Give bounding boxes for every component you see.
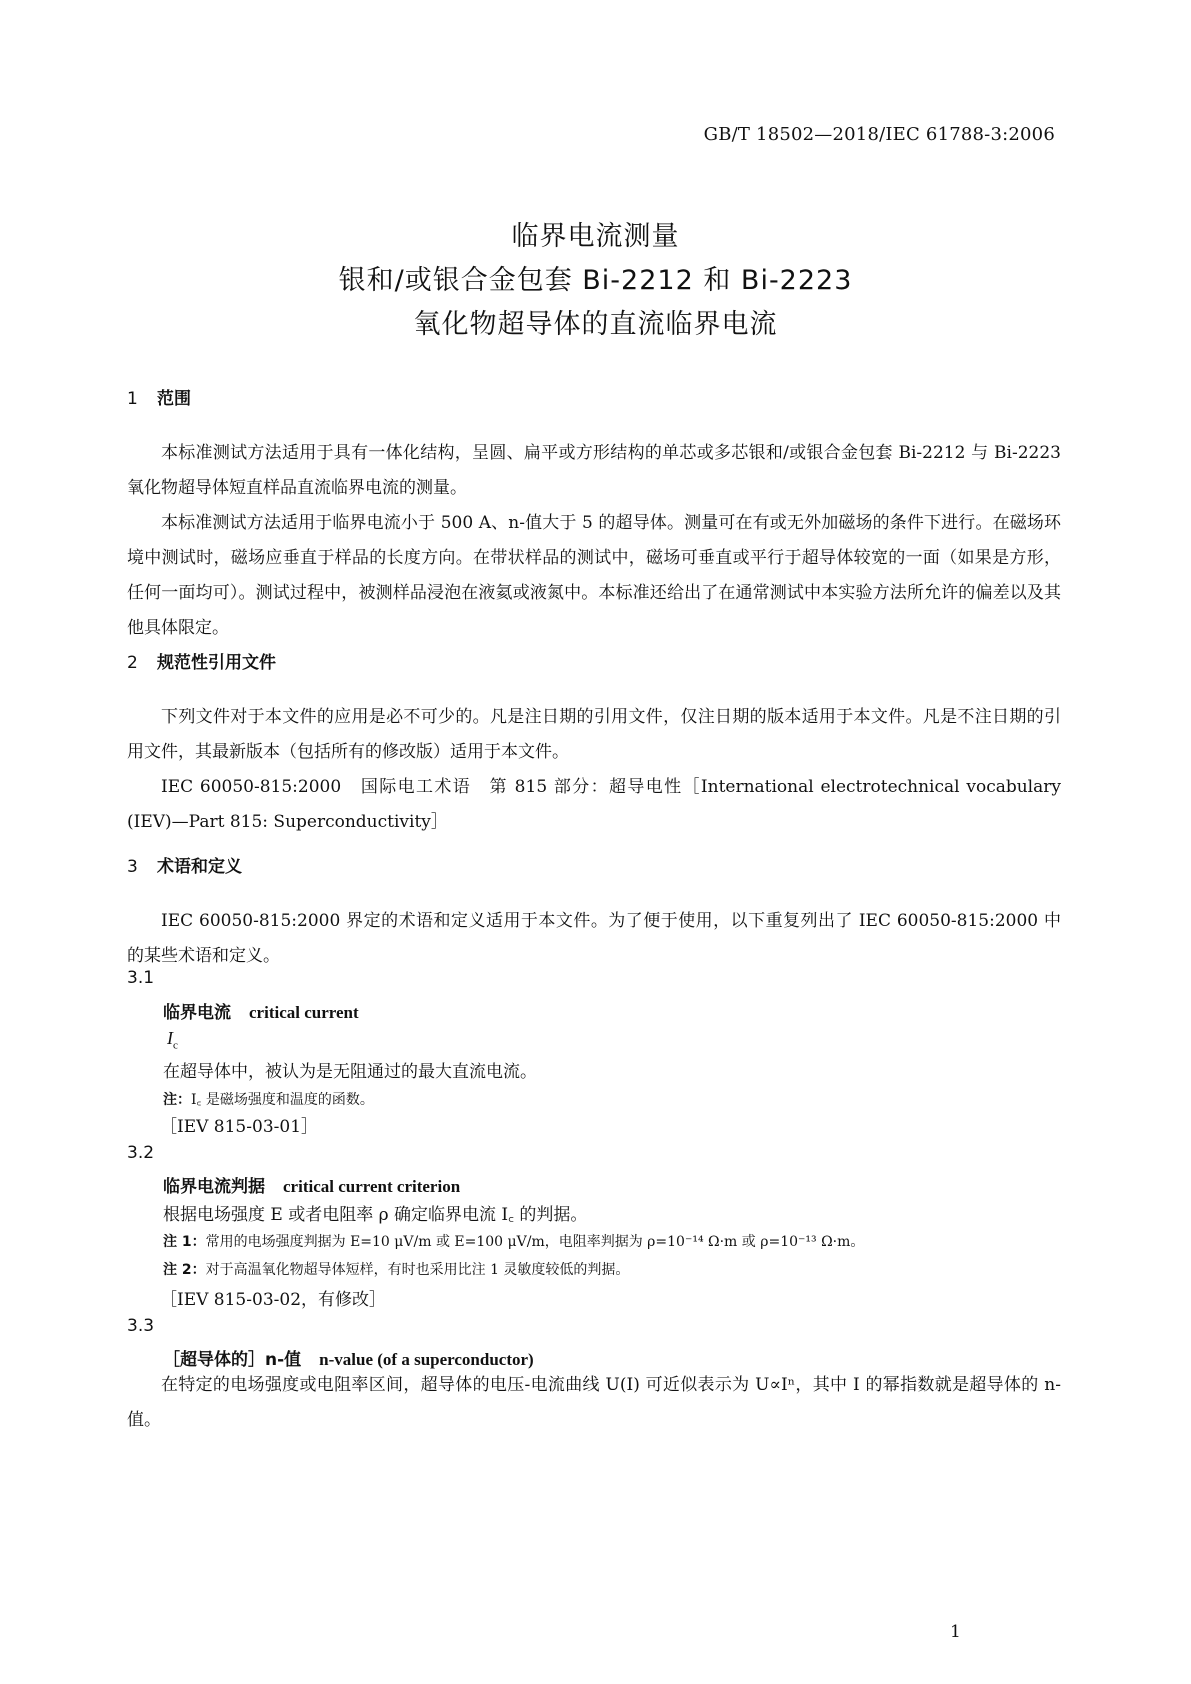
source-iev-815-03-01: ［IEV 815-03-01］ xyxy=(160,1117,319,1137)
definition-n-value: 在特定的电场强度或电阻率区间，超导体的电压-电流曲线 U(I) 可近似表示为 U∝Iⁿ，其中 I 的幂指数就是超导体的 n-值。 xyxy=(127,1375,1061,1430)
term-critical-current xyxy=(163,998,359,1023)
note-1-criterion: 注 1：常用的电场强度判据为 E=10 μV/m 或 E=100 μV/m，电阻率判据为 ρ=10⁻¹⁴ Ω·m 或 ρ=10⁻¹³ Ω·m。 xyxy=(163,1234,865,1250)
term-en: critical current criterion xyxy=(283,1177,461,1196)
clause-3-1-number: 3.1 xyxy=(127,968,155,988)
note-critical-current: 注：I꜀ 是磁场强度和温度的函数。 xyxy=(163,1092,374,1108)
term-zh: 临界电流判据 xyxy=(163,1177,265,1197)
source-iev-815-03-02: ［IEV 815-03-02，有修改］ xyxy=(160,1290,387,1310)
term-zh: ［超导体的］n-值 xyxy=(163,1350,302,1370)
section-3-heading xyxy=(127,852,242,877)
scope-paragraph-1: 本标准测试方法适用于具有一体化结构，呈圆、扁平或方形结构的单芯或多芯银和/或银合金包套 Bi-2212 与 Bi-2223 氧化物超导体短直样品直流临界电流的测量。 xyxy=(127,443,1061,498)
term-critical-current-criterion xyxy=(163,1172,460,1197)
term-zh: 临界电流 xyxy=(163,1003,231,1023)
section-number: 2 xyxy=(127,653,138,673)
definition-criterion: 根据电场强度 E 或者电阻率 ρ 确定临界电流 I꜀ 的判据。 xyxy=(163,1205,588,1225)
clause-3-2-number: 3.2 xyxy=(127,1143,155,1163)
section-2-heading xyxy=(127,648,276,673)
term-en: critical current xyxy=(249,1003,359,1022)
term-en: n-value (of a superconductor) xyxy=(319,1350,534,1369)
section-number: 3 xyxy=(127,857,138,877)
title-line-2: 银和/或银合金包套 Bi-2212 和 Bi-2223 xyxy=(338,265,853,296)
section-title: 范围 xyxy=(157,389,191,409)
term-symbol-ic: $I_c$ xyxy=(167,1028,178,1052)
clause-3-3-number: 3.3 xyxy=(127,1316,155,1336)
term-n-value xyxy=(163,1345,534,1370)
definition-critical-current: 在超导体中，被认为是无阻通过的最大直流电流。 xyxy=(163,1062,537,1082)
section-number: 1 xyxy=(127,389,138,409)
document-code-header: GB/T 18502—2018/IEC 61788-3:2006 xyxy=(703,124,1055,145)
title-line-1: 临界电流测量 xyxy=(511,221,680,252)
section-title: 规范性引用文件 xyxy=(157,653,276,673)
normative-paragraph: 下列文件对于本文件的应用是必不可少的。凡是注日期的引用文件，仅注日期的版本适用于本文件。凡是不注日期的引用文件，其最新版本（包括所有的修改版）适用于本文件。 xyxy=(127,707,1061,762)
section-1-heading xyxy=(127,384,191,409)
section-title: 术语和定义 xyxy=(157,857,242,877)
page-number: 1 xyxy=(950,1622,961,1642)
scope-paragraph-2: 本标准测试方法适用于临界电流小于 500 A、n-值大于 5 的超导体。测量可在有或无外加磁场的条件下进行。在磁场环境中测试时，磁场应垂直于样品的长度方向。在带状样品的测试中，磁场可垂直或平行于超导体较宽的一面（如果是方形，任何一面均可）。测试过程中，被测样品浸泡在液氦或液氮中。本标准还给出了在通常测试中本实验方法所允许的偏差以及其他具体限定。 xyxy=(127,513,1061,638)
note-2-criterion: 注 2：对于高温氧化物超导体短样，有时也采用比注 1 灵敏度较低的判据。 xyxy=(163,1262,630,1278)
title-line-3: 氧化物超导体的直流临界电流 xyxy=(413,309,778,340)
normative-reference-iec-60050: IEC 60050-815:2000 国际电工术语 第 815 部分：超导电性［International electrotechnical vocabulary (IEV)—Part 815: Superconductivity］ xyxy=(127,777,1061,832)
terms-intro-paragraph: IEC 60050-815:2000 界定的术语和定义适用于本文件。为了便于使用，以下重复列出了 IEC 60050-815:2000 中的某些术语和定义。 xyxy=(127,911,1061,966)
